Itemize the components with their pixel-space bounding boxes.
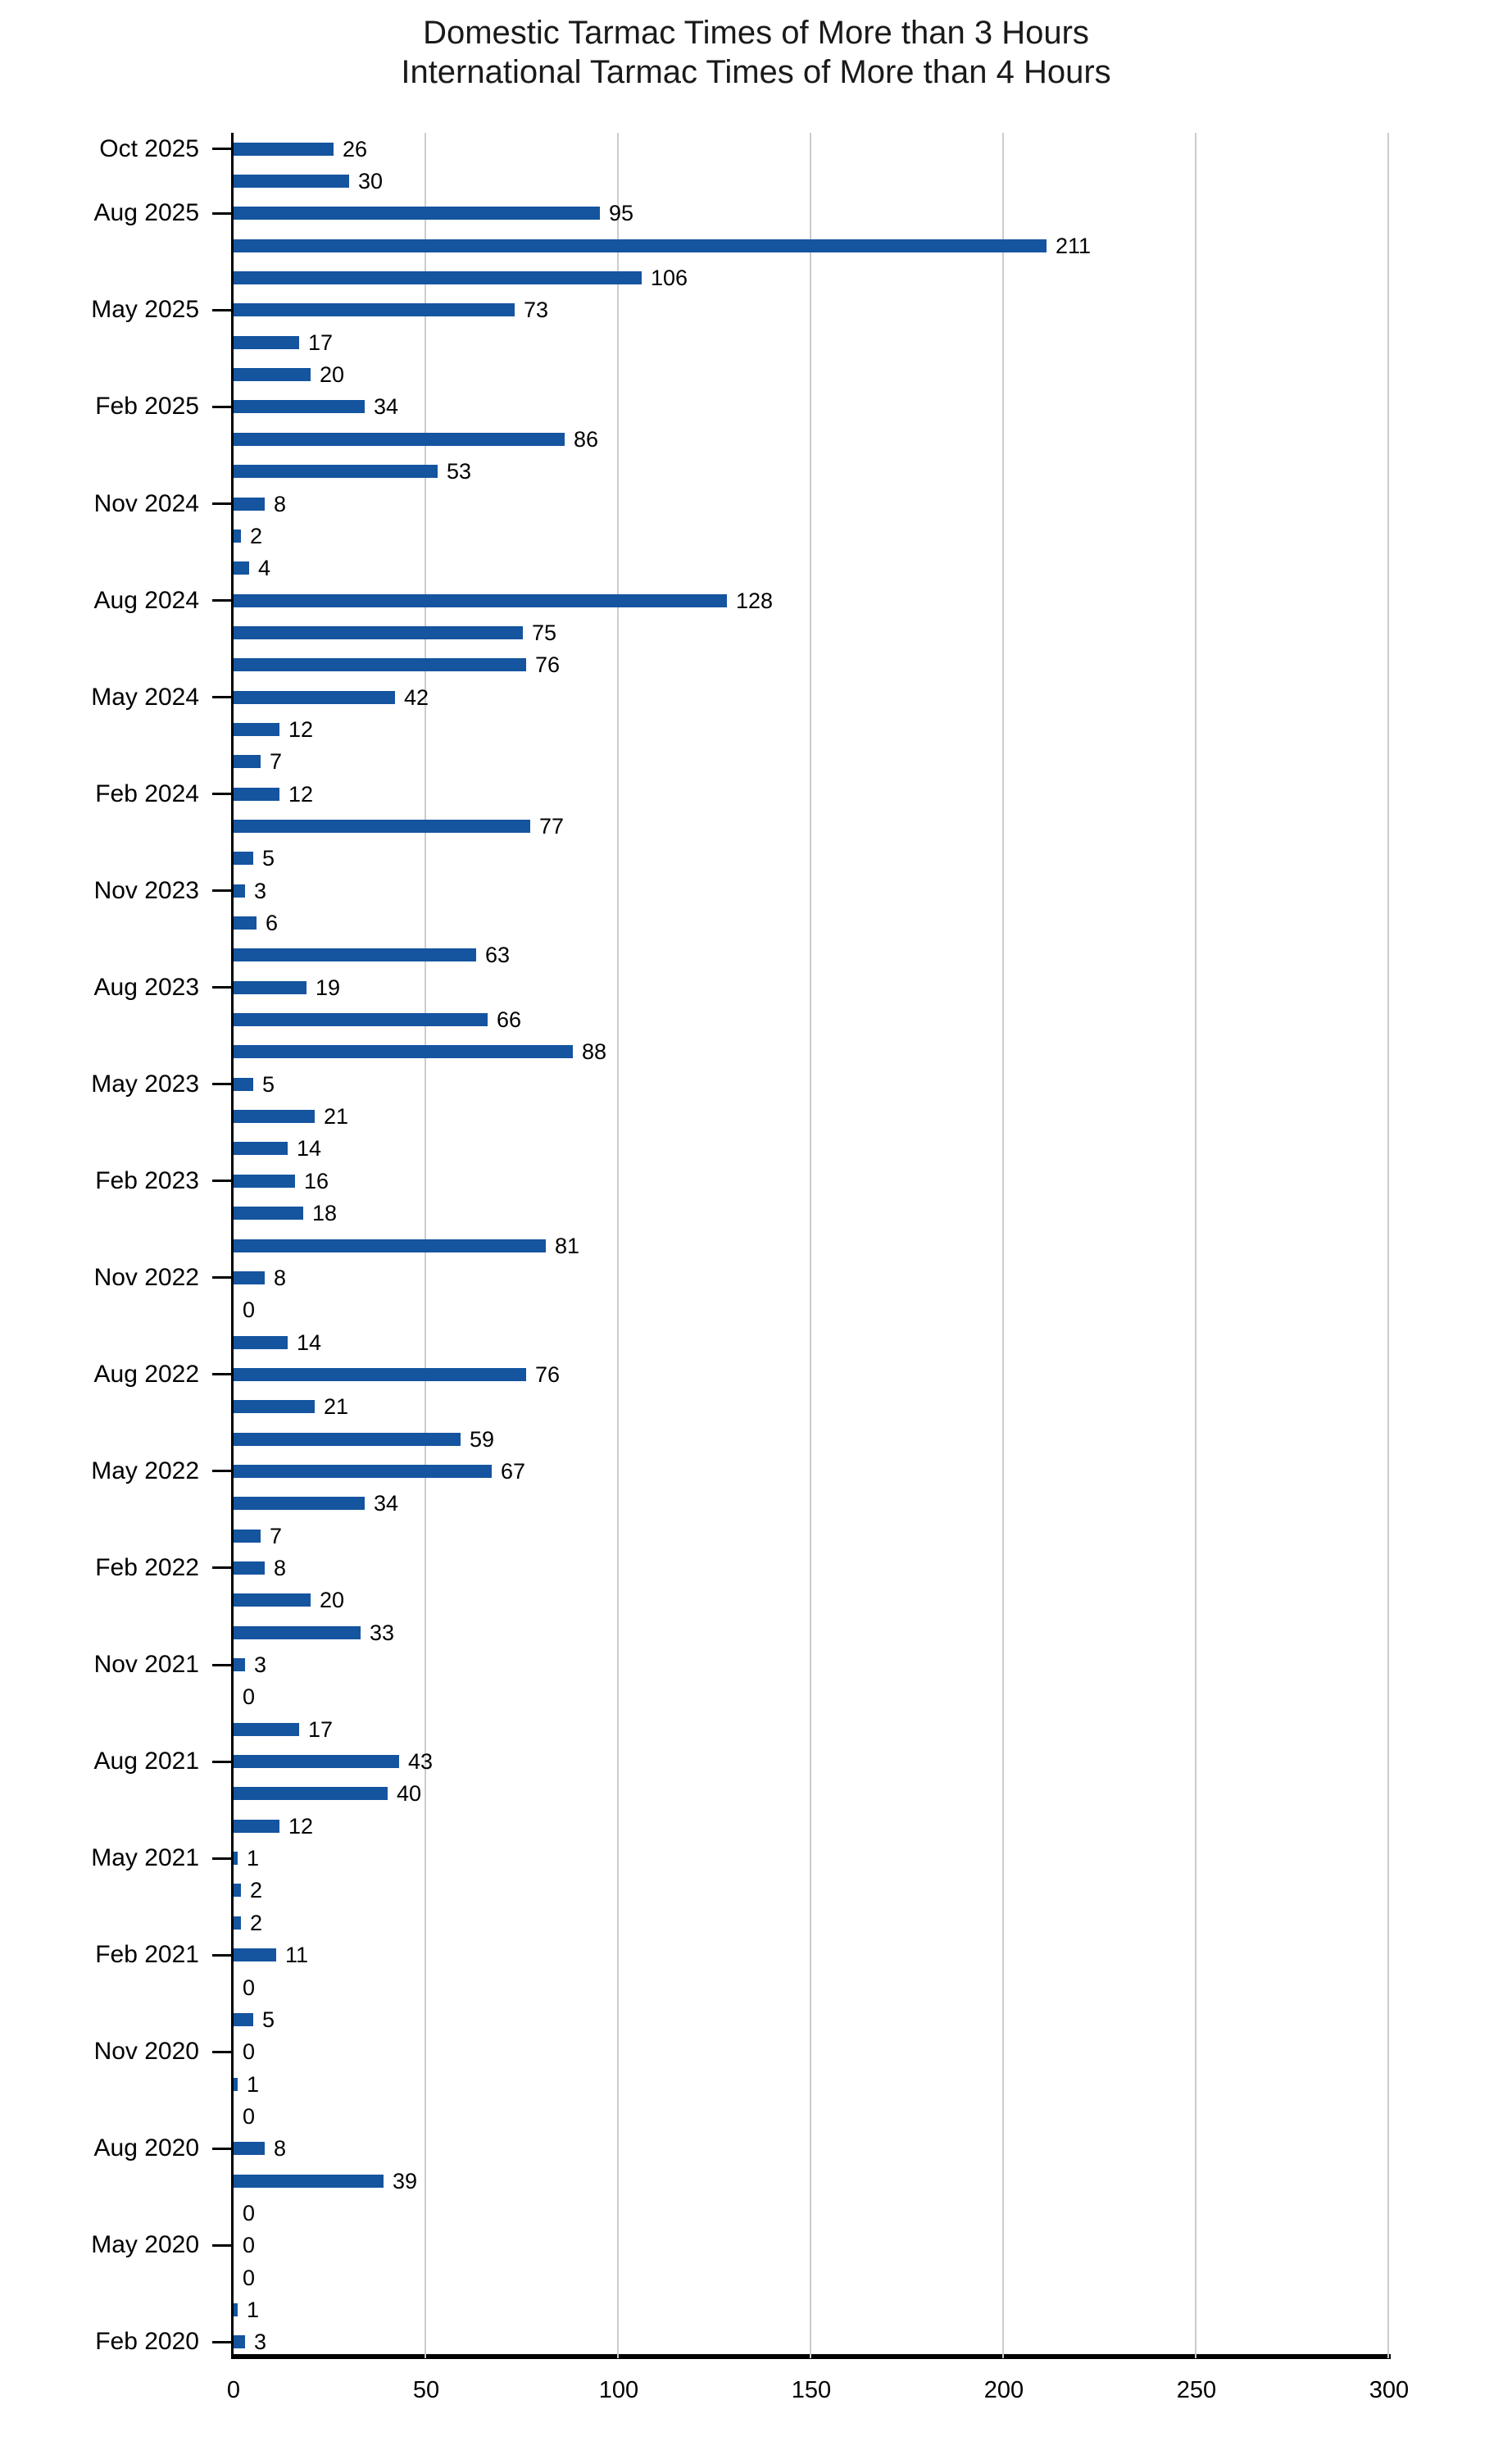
bar-value-label: 3 <box>254 2330 267 2355</box>
y-tick-mark <box>212 1180 232 1182</box>
bar <box>234 820 530 833</box>
bar-value-label: 0 <box>243 2233 256 2258</box>
y-tick-mark <box>212 309 232 311</box>
y-axis-label: Feb 2025 <box>95 393 199 420</box>
bar <box>234 2142 265 2155</box>
bar-value-label: 4 <box>258 556 271 581</box>
bar <box>234 981 306 994</box>
bar <box>234 530 241 543</box>
bar-value-label: 81 <box>555 1233 580 1258</box>
x-axis-label: 250 <box>1176 2377 1217 2403</box>
bar-value-label: 76 <box>535 1361 561 1387</box>
y-tick-mark <box>212 212 232 215</box>
bar <box>234 691 395 704</box>
bar-value-label: 53 <box>447 459 472 484</box>
y-tick-mark <box>212 1083 232 1085</box>
bar <box>234 1207 303 1220</box>
y-axis-label: Feb 2023 <box>95 1166 199 1194</box>
chart-title-line2: International Tarmac Times of More than 4 Hours <box>401 54 1111 90</box>
bar <box>234 1400 315 1413</box>
bar-value-label: 21 <box>324 1104 349 1130</box>
bar <box>234 175 349 188</box>
bar <box>234 1884 241 1897</box>
bar-value-label: 75 <box>532 620 557 645</box>
y-axis-label: Aug 2025 <box>93 199 199 227</box>
bar-value-label: 20 <box>320 362 345 388</box>
bar-value-label: 0 <box>243 2200 256 2225</box>
bar <box>234 1787 388 1800</box>
bar-value-label: 2 <box>250 1910 263 1935</box>
y-tick-mark <box>212 599 232 602</box>
bar-value-label: 3 <box>254 878 267 903</box>
bar-value-label: 86 <box>574 426 599 452</box>
y-axis-label: Nov 2021 <box>93 1651 199 1679</box>
bar <box>234 1239 546 1252</box>
x-axis-label: 300 <box>1369 2377 1410 2403</box>
y-tick-mark <box>212 1954 232 1957</box>
y-axis-label: Nov 2023 <box>93 876 199 904</box>
y-axis-label: Oct 2025 <box>99 134 199 162</box>
bar <box>234 1013 488 1026</box>
y-tick-mark <box>212 2244 232 2247</box>
plot-area <box>234 133 1389 2358</box>
bar-value-label: 18 <box>312 1201 338 1226</box>
y-axis-label: May 2022 <box>91 1457 199 1484</box>
bar <box>234 1465 492 1478</box>
bar <box>234 239 1047 252</box>
bar-value-label: 128 <box>736 588 774 613</box>
gridline <box>617 133 619 2358</box>
bar <box>234 2078 238 2091</box>
bar-value-label: 6 <box>266 911 279 936</box>
bar-value-label: 14 <box>297 1136 322 1161</box>
bar-value-label: 59 <box>470 1426 495 1452</box>
bar <box>234 594 727 607</box>
bar <box>234 2175 384 2188</box>
y-tick-mark <box>212 1664 232 1666</box>
y-tick-mark <box>212 696 232 698</box>
bar-value-label: 95 <box>609 201 634 226</box>
bar-value-label: 43 <box>408 1749 434 1775</box>
y-tick-mark <box>212 502 232 505</box>
bar-value-label: 7 <box>270 749 283 775</box>
bar-value-label: 20 <box>320 1588 345 1613</box>
bar <box>234 1916 241 1930</box>
x-axis-label: 100 <box>598 2377 639 2403</box>
bar <box>234 755 261 768</box>
bar <box>234 723 279 736</box>
bar <box>234 1530 261 1543</box>
bar <box>234 788 279 801</box>
bar <box>234 1368 526 1381</box>
bar-value-label: 33 <box>370 1620 395 1645</box>
y-axis-label: Feb 2022 <box>95 1553 199 1581</box>
bar <box>234 948 476 961</box>
y-tick-mark <box>212 1373 232 1375</box>
y-axis-label: Feb 2021 <box>95 1941 199 1969</box>
gridline <box>1002 133 1004 2358</box>
bar <box>234 336 299 349</box>
bar <box>234 1497 365 1510</box>
bar <box>234 2335 245 2348</box>
bar <box>234 561 249 575</box>
bar-value-label: 1 <box>247 2071 260 2097</box>
gridline <box>1387 133 1389 2358</box>
bar-value-label: 21 <box>324 1394 349 1420</box>
bar-value-label: 17 <box>308 1716 334 1742</box>
bar-value-label: 7 <box>270 1523 283 1548</box>
bar <box>234 1852 238 1865</box>
y-axis-label: Aug 2024 <box>93 586 199 614</box>
bar-value-label: 67 <box>501 1458 526 1484</box>
bar <box>234 626 523 639</box>
bar-value-label: 2 <box>250 523 263 548</box>
y-tick-mark <box>212 1276 232 1279</box>
bar <box>234 433 565 446</box>
y-axis-label: May 2025 <box>91 296 199 324</box>
y-tick-mark <box>212 793 232 795</box>
bar <box>234 1723 299 1736</box>
bar <box>234 1078 253 1091</box>
x-axis-label: 50 <box>412 2377 440 2403</box>
bar-value-label: 73 <box>524 298 549 323</box>
bar-value-label: 0 <box>243 2265 256 2290</box>
bar <box>234 1110 315 1123</box>
bar <box>234 1271 265 1284</box>
y-tick-mark <box>212 406 232 408</box>
y-axis-label: Aug 2020 <box>93 2134 199 2162</box>
bar-value-label: 26 <box>343 136 368 161</box>
bar <box>234 1820 279 1833</box>
bar-value-label: 1 <box>247 2297 260 2322</box>
y-axis-label: May 2020 <box>91 2231 199 2259</box>
gridline <box>1195 133 1196 2358</box>
bar-value-label: 12 <box>288 781 314 807</box>
bar <box>234 1593 311 1607</box>
bar-value-label: 1 <box>247 1846 260 1871</box>
y-axis-label: Aug 2022 <box>93 1360 199 1388</box>
bar <box>234 465 438 478</box>
bar <box>234 1433 461 1446</box>
bar <box>234 2013 253 2026</box>
bar-value-label: 3 <box>254 1652 267 1678</box>
bar <box>234 658 526 671</box>
bar-value-label: 88 <box>582 1039 607 1065</box>
bar-value-label: 5 <box>262 846 275 871</box>
y-tick-mark <box>212 889 232 892</box>
y-axis-label: Feb 2020 <box>95 2328 199 2356</box>
bar-value-label: 19 <box>316 975 341 1000</box>
bar-value-label: 0 <box>243 1298 256 1323</box>
y-axis-label: Aug 2021 <box>93 1748 199 1775</box>
bar-value-label: 40 <box>397 1781 422 1807</box>
bar-value-label: 2 <box>250 1878 263 1903</box>
y-tick-mark <box>212 1857 232 1860</box>
bar-value-label: 63 <box>485 943 511 968</box>
y-axis-label: May 2021 <box>91 1844 199 1872</box>
bar-value-label: 8 <box>274 1265 287 1290</box>
bar <box>234 2303 238 2316</box>
bar <box>234 400 365 413</box>
bar <box>234 1626 361 1639</box>
chart-title-line1: Domestic Tarmac Times of More than 3 Hours <box>423 15 1089 51</box>
bar <box>234 143 334 156</box>
bar <box>234 1142 288 1155</box>
y-axis-label: May 2023 <box>91 1070 199 1098</box>
bar <box>234 498 265 511</box>
y-tick-mark <box>212 2148 232 2150</box>
bar <box>234 271 642 284</box>
bar <box>234 1658 245 1671</box>
bar-value-label: 77 <box>539 813 565 839</box>
y-tick-mark <box>212 1566 232 1569</box>
bar <box>234 916 257 930</box>
bar-value-label: 30 <box>358 169 384 194</box>
bar-value-label: 34 <box>374 1491 399 1516</box>
bar-value-label: 17 <box>308 330 334 355</box>
bar-value-label: 76 <box>535 652 561 678</box>
bar-value-label: 16 <box>304 1168 329 1193</box>
bar-value-label: 5 <box>262 2007 275 2032</box>
bar <box>234 303 515 316</box>
bar <box>234 884 245 898</box>
y-tick-mark <box>212 2341 232 2343</box>
y-axis-label: Nov 2024 <box>93 489 199 517</box>
y-axis-label: Feb 2024 <box>95 780 199 807</box>
bar-value-label: 0 <box>243 1684 256 1710</box>
bar-value-label: 0 <box>243 2103 256 2129</box>
y-tick-mark <box>212 986 232 989</box>
bar-value-label: 8 <box>274 2136 287 2161</box>
bar <box>234 1336 288 1349</box>
x-axis-label: 150 <box>791 2377 832 2403</box>
bar-value-label: 42 <box>404 684 429 710</box>
bar-value-label: 11 <box>285 1943 309 1968</box>
y-tick-mark <box>212 148 232 150</box>
bar-value-label: 12 <box>288 1813 314 1839</box>
bar <box>234 1561 265 1575</box>
bar-value-label: 106 <box>651 266 688 291</box>
x-axis-label: 0 <box>226 2377 241 2403</box>
y-tick-mark <box>212 2051 232 2053</box>
bar <box>234 1175 295 1188</box>
bar-value-label: 66 <box>497 1007 522 1033</box>
bar-value-label: 14 <box>297 1330 322 1355</box>
bar-value-label: 5 <box>262 1071 275 1097</box>
bar <box>234 1948 276 1961</box>
bar-value-label: 8 <box>274 1555 287 1580</box>
bar-value-label: 34 <box>374 394 399 420</box>
y-axis-label: Nov 2020 <box>93 2038 199 2066</box>
y-tick-mark <box>212 1761 232 1763</box>
bar-value-label: 211 <box>1056 233 1092 258</box>
y-axis-label: Aug 2023 <box>93 973 199 1001</box>
bar-value-label: 0 <box>243 1975 256 2000</box>
bar <box>234 1755 399 1768</box>
bar-value-label: 8 <box>274 491 287 516</box>
bar-value-label: 12 <box>288 716 314 742</box>
gridline <box>810 133 811 2358</box>
bar <box>234 1045 573 1058</box>
bar <box>234 207 600 220</box>
y-axis-label: Nov 2022 <box>93 1263 199 1291</box>
x-axis-label: 200 <box>983 2377 1024 2403</box>
y-tick-mark <box>212 1470 232 1472</box>
bar <box>234 368 311 381</box>
bar-value-label: 39 <box>393 2168 418 2193</box>
chart-title <box>0 13 1512 92</box>
bar-value-label: 0 <box>243 2039 256 2065</box>
bar <box>234 852 253 865</box>
y-axis-label: May 2024 <box>91 683 199 711</box>
